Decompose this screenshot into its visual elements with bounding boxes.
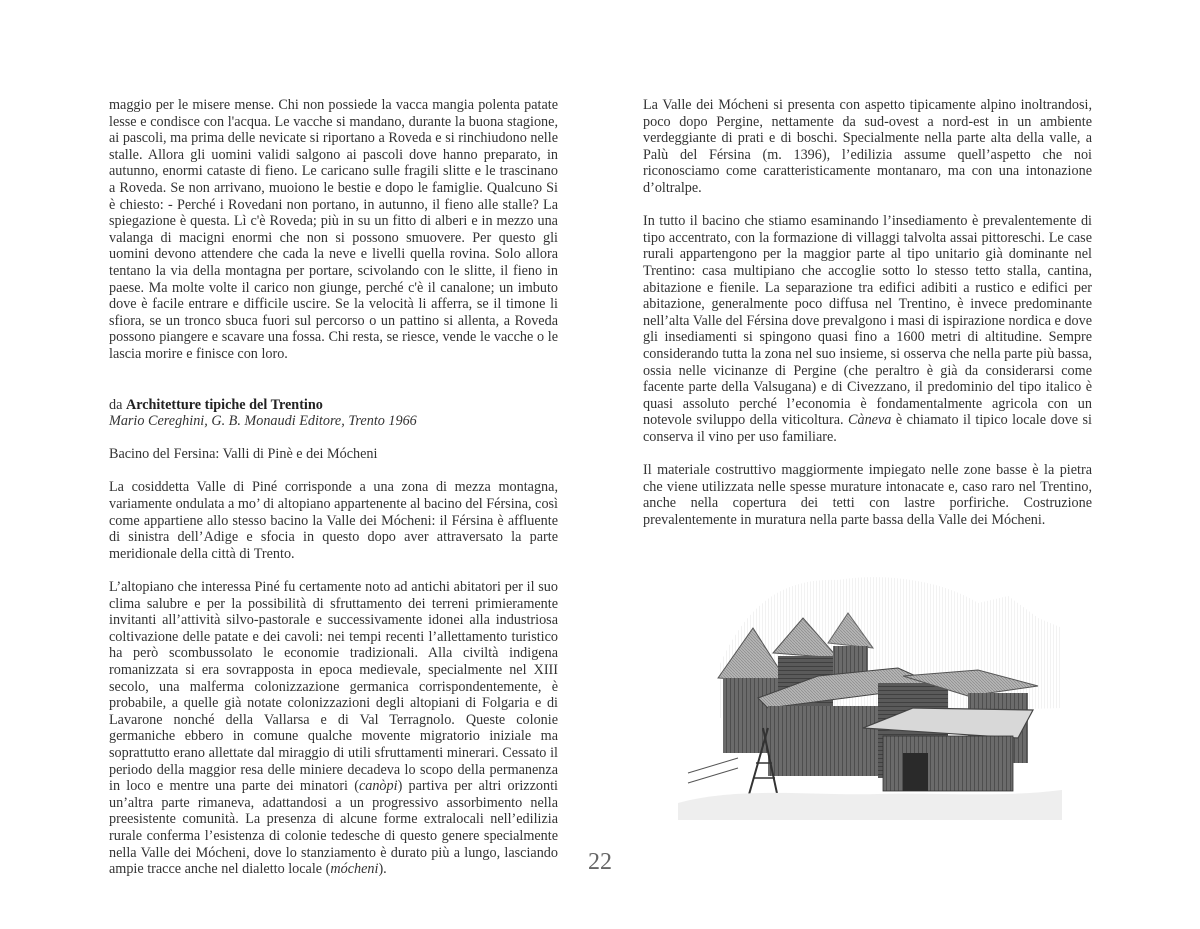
section-subheading: Bacino del Fersina: Valli di Pinè e dei Mócheni xyxy=(109,446,378,463)
paragraph: La cosiddetta Valle di Piné corrisponde a una zona di mezza montagna, variamente ondulata a mo’ di altopiano appartenente al bacino del Férsina, così come appartiene allo stesso bacino la Valle dei Mócheni: il Férsina è affluente di sinistra dell’Adige e sfocia in questo dopo aver attraversato la parte meridionale della città di Trento. xyxy=(109,479,558,562)
italic-term: Càneva xyxy=(848,412,892,429)
text-run: ) partiva per altri orizzonti un’altra parte rimaneva, adattandosi a un progressivo assorbimento nella preesistente comunità. La presenza di alcune forme extralocali nell’edilizia rurale conferma l’esistenza di colonie tedesche di questo genere specialmente nella Valle dei Mócheni, dove lo stanziamento è durato più a lungo, lasciando ampie tracce anche nel dialetto locale ( xyxy=(109,778,558,878)
paragraph: La Valle dei Mócheni si presenta con aspetto tipicamente alpino inoltrandosi, poco dopo Pergine, nettamente da sud-ovest a nord-est in un ambiente verdeggiante di prati e di boschi. Specialmente nella parte alta della valle, a Palù del Férsina (m. 1396), l’edilizia assume quell’aspetto che noi riconosciamo come caratteristicamente montanaro, ma con una intonazione d’oltralpe. xyxy=(643,97,1092,196)
paragraph xyxy=(643,213,1092,445)
right-text-column xyxy=(643,97,1092,545)
source-title: Architetture tipiche del Trentino xyxy=(125,396,323,413)
page-number: 22 xyxy=(588,849,612,875)
paragraph: maggio per le misere mense. Chi non possiede la vacca mangia polenta patate lesse e condisce con l'acqua. Le vacche si mandano, durante la buona stagione, ai pascoli, ma prima delle nevicate si riportano a Roveda e si rinchiudono nelle stalle. Allora gli uomini validi salgono ai pascoli dove hanno preparato, in autunno, enormi cataste di fieno. Le caricano sulle fragili slitte e le trascinano a Roveda. Se non arrivano, muoiono le bestie e dopo le famiglie. Qualcuno Si è chiesto: - Perché i Rovedani non portano, in autunno, il fieno alle stalle? La spiegazione è questa. Lì c'è Roveda; più in su un fitto di alberi e in mezzo una valanga di macigni enormi che non si possono smuovere. Per questo gli uomini devono attendere che cada la neve e livelli quella rovina. Solo allora tentano la via della montagna per portare, scivolando con le slitte, il fieno in paese. Ma molte volte il carico non giunge, perché c'è il canalone; un imbuto dove è facile entrare e difficile uscire. Se la velocità li afferra, se il timone li sfiora, se un tronco sbuca fuori sul percorso o un pattino si allenta, a Roveda possono piangere e scavare una fossa. Chi resta, se riesce, vende le vacche o le lascia morire e finisce con loro. xyxy=(109,97,558,362)
paragraph: Il materiale costruttivo maggiormente impiegato nelle zone basse è la pietra che viene utilizzata nelle spesse murature intonacate e, caso raro nel Trentino, anche nella copertura dei tetti con lastre porfiriche. Costruzione prevalentemente in muratura nella parte bassa della Valle dei Mócheni. xyxy=(643,462,1092,528)
italic-term: canòpi xyxy=(358,778,398,795)
source-prefix: da xyxy=(109,396,126,413)
text-run: ). xyxy=(378,861,387,878)
text-run: In tutto il bacino che stiamo esaminando l’insediamento è prevalentemente di tipo accentrato, con la formazione di villaggi talvolta assai pittoreschi. Le case rurali appartengono per la maggior parte al tipo unitario già dominante nel Trentino: casa multipiano che accoglie sotto lo stesso tetto stalla, cantina, abitazione e fienile. La separazione tra edifici adibiti a rustico e edifici per abitazione, generalmente poco diffusa nel Trentino, è invece predominante nell’alta Valle del Férsina dove prevalgono i masi di ispirazione nordica e dove gli insediamenti si spingono quasi fino a 1600 metri di altitudine. Sempre considerando tutta la zona nel suo insieme, si osserva che nella parte più bassa, ossia nelle vicinanze di Pergine (che peraltro è già da considerarsi come facente parte della Valsugana) e di Civezzano, il predominio del tipo italico è quasi assoluto perché l’economia è fondamentalmente agricola con un notevole sviluppo della viticoltura. xyxy=(643,213,1092,429)
source-citation xyxy=(109,397,558,430)
paragraph xyxy=(109,579,558,878)
text-run: è chiamato il tipico locale dove si conserva il vino per uso familiare. xyxy=(643,412,1092,445)
italic-term: mócheni xyxy=(330,861,379,878)
source-credit: Mario Cereghini, G. B. Monaudi Editore, Trento 1966 xyxy=(109,413,417,430)
text-run: L’altopiano che interessa Piné fu certamente noto ad antichi abitatori per il suo clima salubre e per la possibilità di sfruttamento dei terreni primieramente invitanti all’attività silvo-pastorale e successivamente idonei alla industriosa coltivazione delle patate e dei cavoli: nei tempi recenti l’allettamento turistico ha però scombussolato le economie tradizionali. Alla civiltà indigena romanizzata si era sovrapposta in epoca medievale, specialmente nel XIII secolo, una malferma colonizzazione germanica corrispondentemente, è probabile, a quelle già notate colonizzazioni degli altopiani di Folgaria e di Lavarone nonché della Vallarsa e di Val Terragnolo. Queste colonie germaniche ebbero in comune qualche movente migratorio iniziale ma soprattutto erano allettate dal miraggio di utili sfruttamenti minerari. Cessato il periodo della maggior resa delle miniere decadeva lo scopo della permanenza in loco e mentre una parte dei minatori ( xyxy=(109,579,558,795)
wooden-barns-illustration xyxy=(678,558,1062,820)
left-text-column xyxy=(109,97,558,894)
